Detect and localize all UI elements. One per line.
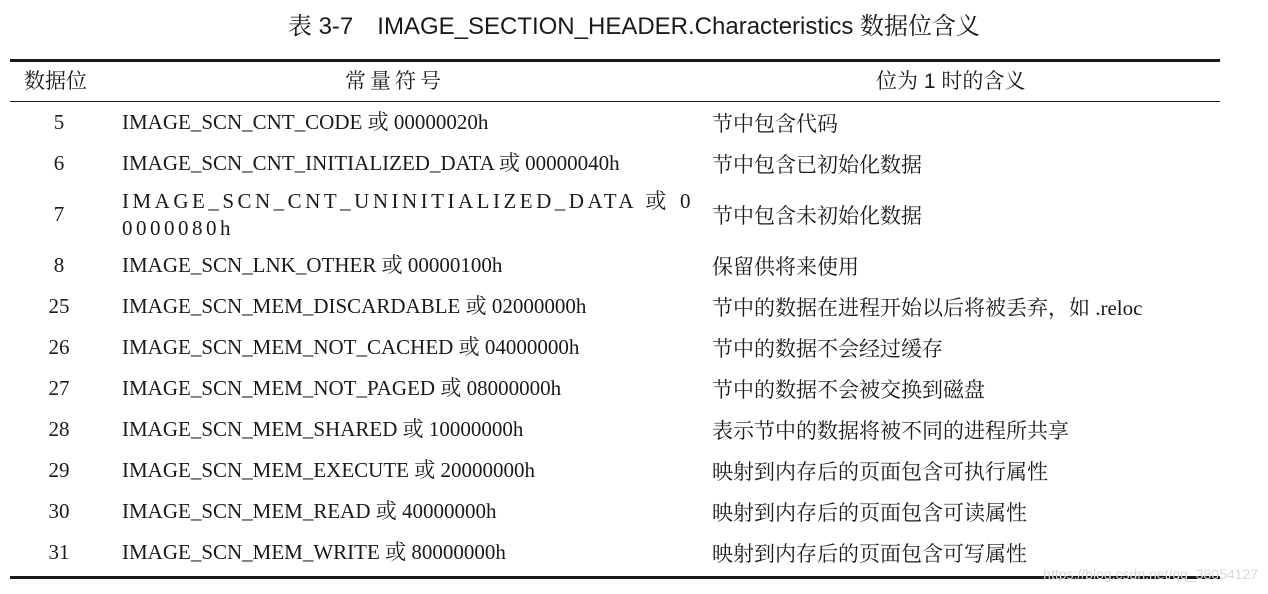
cell-bit: 31 <box>48 540 70 564</box>
cell-bit: 8 <box>53 253 65 277</box>
cell-bit: 29 <box>48 458 70 482</box>
cell-constant <box>122 450 702 491</box>
cell-constant-text: IMAGE_SCN_LNK_OTHER 或 00000100h <box>122 253 503 277</box>
cell-meaning: 节中的数据不会经过缓存 <box>712 336 943 361</box>
cell-bit: 30 <box>48 499 70 523</box>
cell-constant-text: IMAGE_SCN_MEM_NOT_PAGED 或 08000000h <box>122 376 562 400</box>
cell-constant-text: IMAGE_SCN_CNT_INITIALIZED_DATA 或 00000040h <box>122 151 620 175</box>
cell-constant-text: IMAGE_SCN_MEM_SHARED 或 10000000h <box>122 417 524 441</box>
cell-constant-text: IMAGE_SCN_MEM_NOT_CACHED 或 04000000h <box>122 335 580 359</box>
table-row <box>10 532 1220 573</box>
cell-constant <box>122 327 702 368</box>
cell-bit: 26 <box>48 335 70 359</box>
table-bottom-rule <box>10 576 1220 579</box>
watermark-url: https://blog.csdn.net/qq_38054127 <box>1043 566 1258 582</box>
cell-meaning: 节中的数据在进程开始以后将被丢弃，如 .reloc <box>712 295 1143 320</box>
cell-bit: 25 <box>48 294 70 318</box>
cell-constant-text: IMAGE_SCN_MEM_WRITE 或 80000000h <box>122 540 506 564</box>
table-row <box>10 245 1220 286</box>
cell-constant <box>122 368 702 409</box>
cell-constant <box>122 143 702 184</box>
table-caption: 表 3-7 IMAGE_SECTION_HEADER.Characteristics 数据位含义 <box>287 13 981 40</box>
cell-constant <box>122 286 702 327</box>
cell-bit: 28 <box>48 417 70 441</box>
table-row <box>10 102 1220 143</box>
table-row <box>10 184 1220 245</box>
cell-meaning: 保留供将来使用 <box>712 254 859 279</box>
cell-constant <box>122 491 702 532</box>
cell-meaning: 节中包含已初始化数据 <box>712 152 922 177</box>
cell-bit: 6 <box>53 151 65 175</box>
header-meaning: 位为 1 时的含义 <box>876 70 1026 93</box>
cell-constant <box>122 409 702 450</box>
cell-constant <box>122 245 702 286</box>
cell-constant-text: IMAGE_SCN_MEM_READ 或 40000000h <box>122 499 497 523</box>
cell-constant-text: IMAGE_SCN_MEM_EXECUTE 或 20000000h <box>122 458 535 482</box>
table-row <box>10 491 1220 532</box>
cell-constant <box>122 532 702 573</box>
cell-bit: 7 <box>53 202 65 226</box>
cell-constant <box>122 102 702 143</box>
cell-constant-text: IMAGE_SCN_CNT_CODE 或 00000020h <box>122 110 489 134</box>
cell-constant <box>122 184 702 245</box>
cell-constant-text: IMAGE_SCN_MEM_DISCARDABLE 或 02000000h <box>122 294 587 318</box>
table-header-row <box>10 62 1220 101</box>
cell-meaning: 节中的数据不会被交换到磁盘 <box>712 377 985 402</box>
cell-bit: 5 <box>53 110 65 134</box>
header-bit: 数据位 <box>24 70 87 93</box>
cell-meaning: 节中包含未初始化数据 <box>712 203 922 228</box>
table-row <box>10 368 1220 409</box>
table-row <box>10 327 1220 368</box>
table-body <box>10 102 1220 576</box>
table-row <box>10 409 1220 450</box>
cell-meaning: 映射到内存后的页面包含可写属性 <box>712 541 1027 566</box>
cell-meaning: 映射到内存后的页面包含可读属性 <box>712 500 1027 525</box>
table-row <box>10 286 1220 327</box>
header-constant: 常量符号 <box>345 70 445 93</box>
cell-meaning: 表示节中的数据将被不同的进程所共享 <box>712 418 1069 443</box>
cell-meaning: 节中包含代码 <box>712 111 838 136</box>
cell-bit: 27 <box>48 376 70 400</box>
cell-meaning: 映射到内存后的页面包含可执行属性 <box>712 459 1048 484</box>
table-row <box>10 450 1220 491</box>
table-row <box>10 143 1220 184</box>
cell-constant-text: IMAGE_SCN_CNT_UNINITIALIZED_DATA 或 00000080h <box>122 188 694 240</box>
